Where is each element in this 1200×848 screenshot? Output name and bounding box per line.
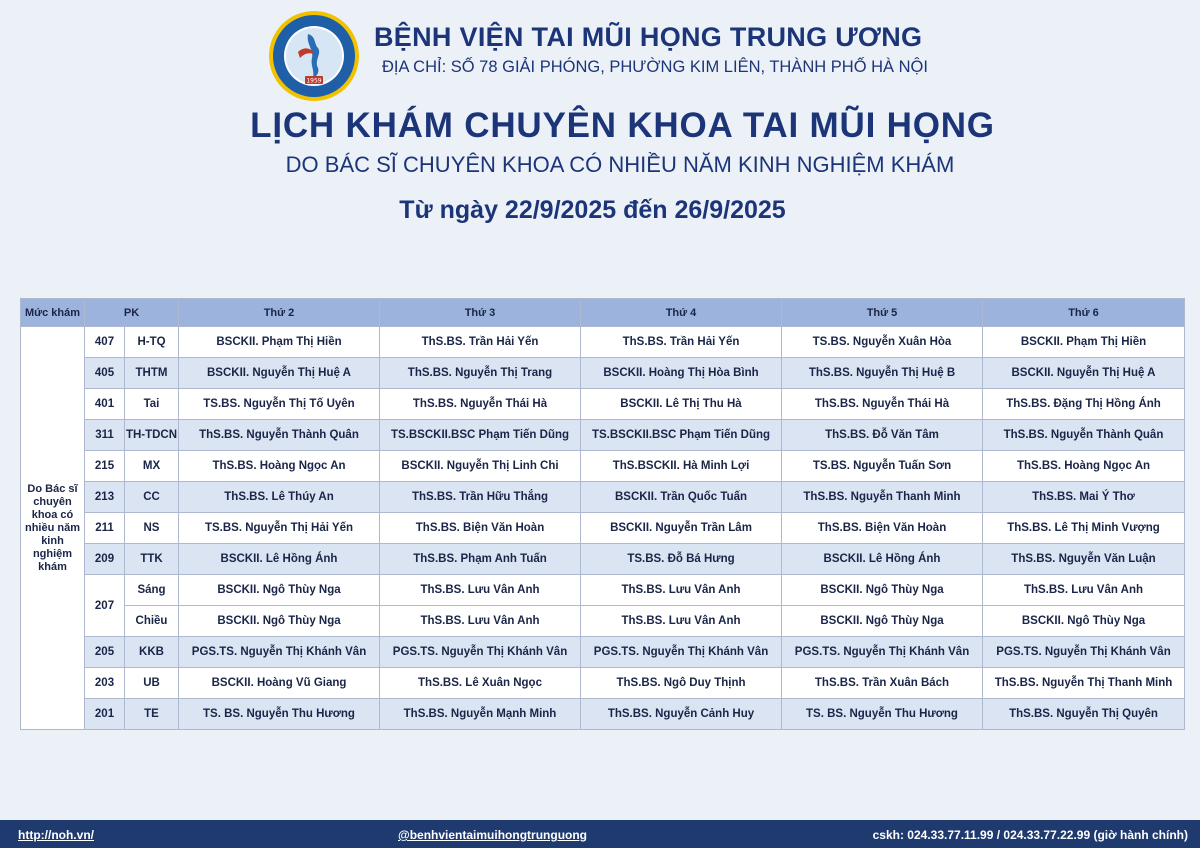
doctor-cell: BSCKII. Lê Hồng Ánh bbox=[179, 544, 380, 575]
table-row bbox=[21, 606, 1185, 637]
doctor-cell: BSCKII. Lê Hồng Ánh bbox=[782, 544, 983, 575]
clinic-code: TE bbox=[125, 699, 179, 730]
doctor-cell: ThS.BS. Nguyễn Thị Trang bbox=[380, 358, 581, 389]
room-number: 213 bbox=[85, 482, 125, 513]
col-header-wednesday: Thứ 4 bbox=[581, 299, 782, 327]
doctor-cell: ThS.BS. Nguyễn Thái Hà bbox=[380, 389, 581, 420]
doctor-cell: TS.BS. Đỗ Bá Hưng bbox=[581, 544, 782, 575]
exam-level-cell: Do Bác sĩ chuyên khoa có nhiều năm kinh nghiệm khám bbox=[21, 327, 85, 730]
doctor-cell: ThS.BS. Nguyễn Thanh Minh bbox=[782, 482, 983, 513]
col-header-monday: Thứ 2 bbox=[179, 299, 380, 327]
table-row bbox=[21, 699, 1185, 730]
room-number: 401 bbox=[85, 389, 125, 420]
header-row bbox=[21, 299, 1185, 327]
room-number: 211 bbox=[85, 513, 125, 544]
doctor-cell: ThS.BS. Lưu Vân Anh bbox=[983, 575, 1185, 606]
clinic-code: H-TQ bbox=[125, 327, 179, 358]
table-header bbox=[21, 299, 1185, 327]
page-header bbox=[0, 0, 1200, 290]
room-number: 209 bbox=[85, 544, 125, 575]
table-row bbox=[21, 544, 1185, 575]
doctor-cell: ThS.BS. Đỗ Văn Tâm bbox=[782, 420, 983, 451]
page-title: LỊCH KHÁM CHUYÊN KHOA TAI MŨI HỌNG bbox=[250, 106, 995, 145]
doctor-cell: ThS.BS. Nguyễn Thành Quân bbox=[983, 420, 1185, 451]
doctor-cell: ThS.BS. Ngô Duy Thịnh bbox=[581, 668, 782, 699]
clinic-code: NS bbox=[125, 513, 179, 544]
doctor-cell: TS. BS. Nguyễn Thu Hương bbox=[782, 699, 983, 730]
clinic-code: Tai bbox=[125, 389, 179, 420]
doctor-cell: PGS.TS. Nguyễn Thị Khánh Vân bbox=[380, 637, 581, 668]
doctor-cell: ThS.BS. Lê Xuân Ngọc bbox=[380, 668, 581, 699]
doctor-cell: TS.BSCKII.BSC Phạm Tiến Dũng bbox=[380, 420, 581, 451]
doctor-cell: BSCKII. Phạm Thị Hiền bbox=[179, 327, 380, 358]
table-row bbox=[21, 327, 1185, 358]
doctor-cell: ThS.BS. Trần Hữu Thắng bbox=[380, 482, 581, 513]
room-number: 207 bbox=[85, 575, 125, 637]
doctor-cell: ThS.BS. Lưu Vân Anh bbox=[380, 606, 581, 637]
doctor-cell: PGS.TS. Nguyễn Thị Khánh Vân bbox=[782, 637, 983, 668]
doctor-cell: ThS.BS. Nguyễn Mạnh Minh bbox=[380, 699, 581, 730]
room-number: 205 bbox=[85, 637, 125, 668]
doctor-cell: ThS.BS. Phạm Anh Tuấn bbox=[380, 544, 581, 575]
room-number: 215 bbox=[85, 451, 125, 482]
doctor-cell: ThS.BS. Lê Thúy An bbox=[179, 482, 380, 513]
doctor-cell: BSCKII. Hoàng Vũ Giang bbox=[179, 668, 380, 699]
doctor-cell: BSCKII. Ngô Thùy Nga bbox=[782, 575, 983, 606]
hospital-address: ĐỊA CHỈ: SỐ 78 GIẢI PHÓNG, PHƯỜNG KIM LIÊN, THÀNH PHỐ HÀ NỘI bbox=[382, 58, 928, 76]
table-row bbox=[21, 575, 1185, 606]
table-row bbox=[21, 358, 1185, 389]
doctor-cell: ThS.BS. Nguyễn Thị Thanh Minh bbox=[983, 668, 1185, 699]
table-row bbox=[21, 637, 1185, 668]
date-range: Từ ngày 22/9/2025 đến 26/9/2025 bbox=[399, 196, 786, 224]
doctor-cell: BSCKII. Ngô Thùy Nga bbox=[179, 606, 380, 637]
hospital-name: BỆNH VIỆN TAI MŨI HỌNG TRUNG ƯƠNG bbox=[374, 22, 923, 52]
table-body bbox=[21, 327, 1185, 730]
doctor-cell: PGS.TS. Nguyễn Thị Khánh Vân bbox=[179, 637, 380, 668]
clinic-code: Sáng bbox=[125, 575, 179, 606]
col-header-tuesday: Thứ 3 bbox=[380, 299, 581, 327]
schedule-table bbox=[20, 298, 1185, 730]
doctor-cell: ThS.BS. Nguyễn Thành Quân bbox=[179, 420, 380, 451]
clinic-code: UB bbox=[125, 668, 179, 699]
clinic-code: MX bbox=[125, 451, 179, 482]
doctor-cell: ThS.BS. Lưu Vân Anh bbox=[581, 575, 782, 606]
clinic-code: KKB bbox=[125, 637, 179, 668]
doctor-cell: BSCKII. Hoàng Thị Hòa Bình bbox=[581, 358, 782, 389]
doctor-cell: BSCKII. Nguyễn Thị Huệ A bbox=[179, 358, 380, 389]
doctor-cell: ThS.BS. Lưu Vân Anh bbox=[581, 606, 782, 637]
doctor-cell: BSCKII. Ngô Thùy Nga bbox=[983, 606, 1185, 637]
doctor-cell: ThS.BS. Nguyễn Văn Luận bbox=[983, 544, 1185, 575]
clinic-code: TH-TDCN bbox=[125, 420, 179, 451]
doctor-cell: BSCKII. Ngô Thùy Nga bbox=[179, 575, 380, 606]
doctor-cell: ThS.BS. Mai Ý Thơ bbox=[983, 482, 1185, 513]
doctor-cell: TS.BS. Nguyễn Thị Tố Uyên bbox=[179, 389, 380, 420]
doctor-cell: BSCKII. Trần Quốc Tuấn bbox=[581, 482, 782, 513]
doctor-cell: BSCKII. Ngô Thùy Nga bbox=[782, 606, 983, 637]
doctor-cell: PGS.TS. Nguyễn Thị Khánh Vân bbox=[581, 637, 782, 668]
doctor-cell: ThS.BSCKII. Hà Minh Lợi bbox=[581, 451, 782, 482]
doctor-cell: BSCKII. Lê Thị Thu Hà bbox=[581, 389, 782, 420]
page-subtitle: DO BÁC SĨ CHUYÊN KHOA CÓ NHIỀU NĂM KINH NGHIỆM KHÁM bbox=[285, 152, 955, 177]
doctor-cell: ThS.BS. Đặng Thị Hồng Ánh bbox=[983, 389, 1185, 420]
doctor-cell: ThS.BS. Trần Hải Yến bbox=[380, 327, 581, 358]
room-number: 203 bbox=[85, 668, 125, 699]
doctor-cell: ThS.BS. Hoàng Ngọc An bbox=[179, 451, 380, 482]
hospital-logo-icon bbox=[268, 10, 360, 102]
col-header-friday: Thứ 6 bbox=[983, 299, 1185, 327]
doctor-cell: ThS.BS. Biện Văn Hoàn bbox=[380, 513, 581, 544]
table-row bbox=[21, 451, 1185, 482]
clinic-code: THTM bbox=[125, 358, 179, 389]
doctor-cell: TS.BS. Nguyễn Xuân Hòa bbox=[782, 327, 983, 358]
logo-year: 1959 bbox=[306, 77, 322, 85]
doctor-cell: BSCKII. Nguyễn Thị Linh Chi bbox=[380, 451, 581, 482]
doctor-cell: BSCKII. Phạm Thị Hiền bbox=[983, 327, 1185, 358]
doctor-cell: BSCKII. Nguyễn Thị Huệ A bbox=[983, 358, 1185, 389]
clinic-code: CC bbox=[125, 482, 179, 513]
hotline-text: cskh: 024.33.77.11.99 / 024.33.77.22.99 (giờ hành chính) bbox=[872, 828, 1188, 842]
doctor-cell: ThS.BS. Nguyễn Thị Huệ B bbox=[782, 358, 983, 389]
social-handle-link[interactable]: @benhvientaimuihongtrunguong bbox=[398, 828, 588, 842]
doctor-cell: ThS.BS. Nguyễn Thái Hà bbox=[782, 389, 983, 420]
doctor-cell: ThS.BS. Hoàng Ngọc An bbox=[983, 451, 1185, 482]
doctor-cell: ThS.BS. Trần Hải Yến bbox=[581, 327, 782, 358]
table-row bbox=[21, 668, 1185, 699]
table-row bbox=[21, 482, 1185, 513]
website-link[interactable]: http://noh.vn/ bbox=[18, 828, 94, 842]
doctor-cell: ThS.BS. Lưu Vân Anh bbox=[380, 575, 581, 606]
col-header-room: PK bbox=[85, 299, 179, 327]
room-number: 407 bbox=[85, 327, 125, 358]
doctor-cell: ThS.BS. Nguyễn Thị Quyên bbox=[983, 699, 1185, 730]
doctor-cell: BSCKII. Nguyễn Trần Lâm bbox=[581, 513, 782, 544]
clinic-code: Chiều bbox=[125, 606, 179, 637]
room-number: 201 bbox=[85, 699, 125, 730]
doctor-cell: TS.BS. Nguyễn Tuấn Sơn bbox=[782, 451, 983, 482]
doctor-cell: PGS.TS. Nguyễn Thị Khánh Vân bbox=[983, 637, 1185, 668]
doctor-cell: TS.BSCKII.BSC Phạm Tiến Dũng bbox=[581, 420, 782, 451]
table-row bbox=[21, 420, 1185, 451]
doctor-cell: ThS.BS. Lê Thị Minh Vượng bbox=[983, 513, 1185, 544]
doctor-cell: ThS.BS. Trần Xuân Bách bbox=[782, 668, 983, 699]
col-header-thursday: Thứ 5 bbox=[782, 299, 983, 327]
table-row bbox=[21, 513, 1185, 544]
doctor-cell: TS. BS. Nguyễn Thu Hương bbox=[179, 699, 380, 730]
doctor-cell: ThS.BS. Nguyễn Cảnh Huy bbox=[581, 699, 782, 730]
doctor-cell: TS.BS. Nguyễn Thị Hải Yến bbox=[179, 513, 380, 544]
col-header-level: Mức khám bbox=[21, 299, 85, 327]
room-number: 405 bbox=[85, 358, 125, 389]
room-number: 311 bbox=[85, 420, 125, 451]
table-row bbox=[21, 389, 1185, 420]
clinic-code: TTK bbox=[125, 544, 179, 575]
doctor-cell: ThS.BS. Biện Văn Hoàn bbox=[782, 513, 983, 544]
footer-bar bbox=[0, 820, 1200, 848]
